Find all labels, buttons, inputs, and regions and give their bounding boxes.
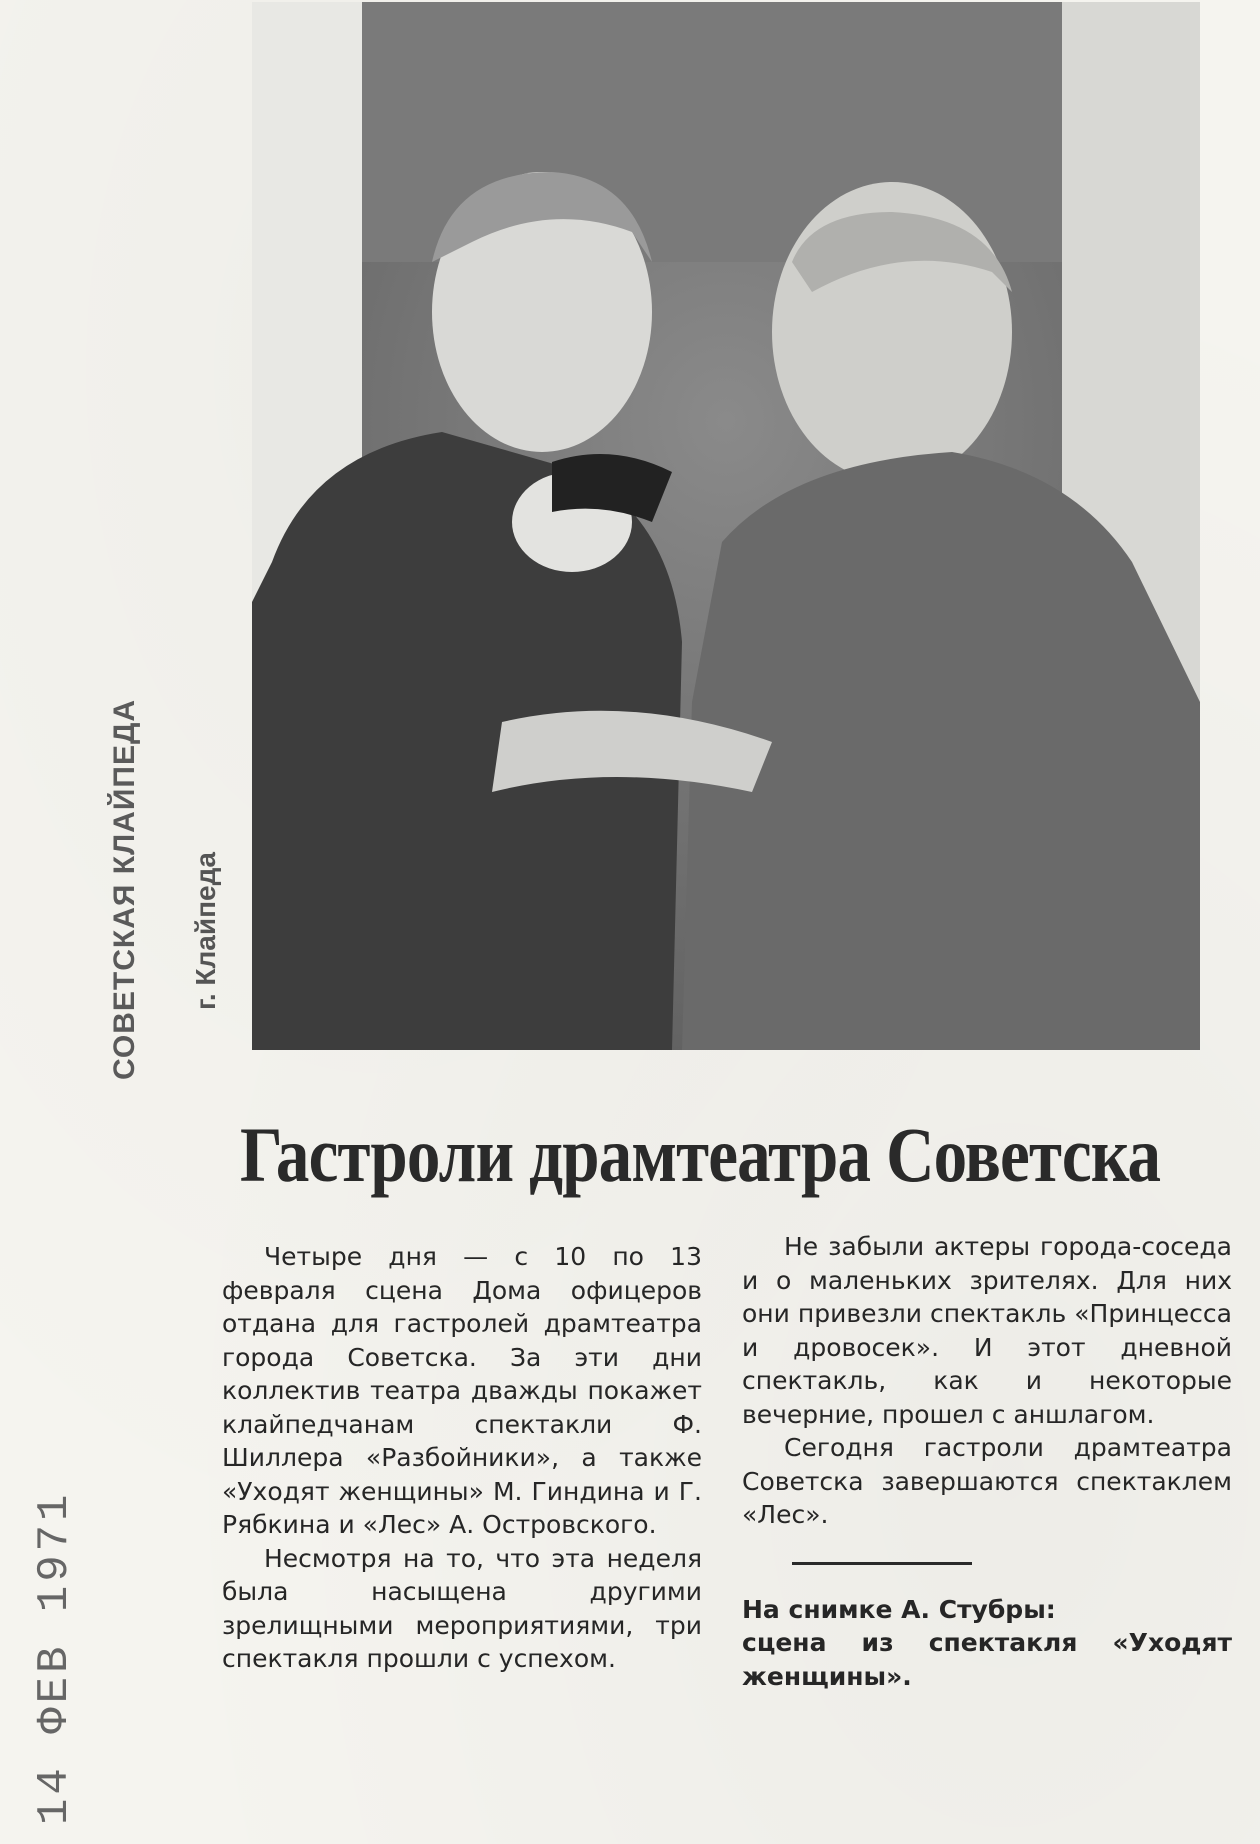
date-stamp: 14 ФЕВ 1971: [30, 1490, 80, 1825]
city-stamp: г. Клайпеда: [190, 852, 221, 1010]
article-headline: Гастроли драмтеатра Советска: [240, 1111, 1161, 1198]
article-paragraph: Несмотря на то, что эта неделя была насыщена другими зрелищными мероприятиями, три спектакля прошли с успехом.: [222, 1543, 702, 1673]
caption-line: сцена из спектакля «Уходят женщины».: [742, 1628, 1232, 1691]
article-paragraph: Не забыли актеры города-соседа и о маленьких зрителях. Для них они привезли спектакль «Принцесса и дровосек». И этот дневной спектакль, как и некоторые вечерние, прошел с аншлагом.: [742, 1232, 1232, 1429]
photo-image: [252, 2, 1200, 1050]
theater-scene-photo: [252, 2, 1200, 1050]
article-column-right: [742, 1230, 1232, 1693]
article-paragraph: Сегодня гастроли драмтеатра Советска завершаются спектаклем «Лес».: [742, 1433, 1232, 1529]
article-paragraph: Четыре дня — с 10 по 13 февраля сцена Дома офицеров отдана для гастролей драмтеатра города Советска. За эти дни коллектив театра дважды покажет клайпедчанам спектакли Ф. Шиллера «Разбойники», а также «Уходят женщины» М. Гиндина и Г. Рябкина и «Лес» А. Островского.: [222, 1242, 702, 1539]
article-column-left: [222, 1240, 702, 1676]
caption-line: На снимке А. Стубры:: [742, 1594, 1056, 1624]
newspaper-name-stamp: СОВЕТСКАЯ КЛАЙПЕДА: [108, 699, 141, 1080]
caption-divider: [792, 1562, 972, 1565]
photo-caption: [742, 1593, 1232, 1694]
